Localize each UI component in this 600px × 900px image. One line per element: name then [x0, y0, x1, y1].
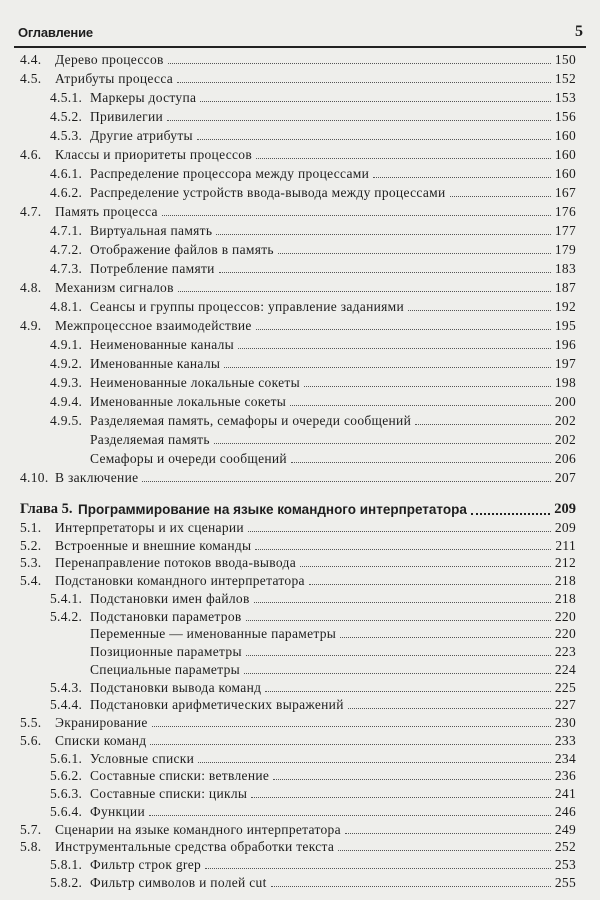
toc-entry-page: 253: [554, 857, 576, 872]
toc-entry-page: 195: [554, 318, 576, 333]
toc-leader-dots: [304, 386, 551, 387]
toc-entry-page: 187: [554, 280, 576, 295]
toc-entry-title: Подстановки параметров: [90, 609, 242, 624]
toc-row: [0, 411, 600, 430]
toc-entry-title: Списки команд: [55, 733, 147, 748]
toc-leader-dots: [271, 886, 551, 887]
toc-entry-page: 150: [554, 52, 576, 67]
toc-entry-number: 4.10.: [20, 470, 49, 485]
toc-entry-page: 252: [554, 839, 576, 854]
toc-entry-number: 4.6.: [20, 147, 42, 162]
toc-leader-dots: [198, 762, 551, 763]
toc-leader-dots: [291, 462, 551, 463]
toc-entry-title: Составные списки: циклы: [90, 786, 248, 801]
toc-entry-number: 4.7.2.: [50, 242, 83, 257]
toc-leader-dots: [265, 691, 551, 692]
toc-leader-dots: [340, 637, 551, 638]
toc-leader-dots: [251, 797, 551, 798]
toc-entry-number: 5.4.4.: [50, 697, 83, 712]
toc-leader-dots: [309, 584, 551, 585]
toc-leader-dots: [150, 744, 551, 745]
toc-entry-page: 156: [554, 109, 576, 124]
toc-entry-page: 192: [554, 299, 576, 314]
toc-entry-page: 223: [554, 644, 576, 659]
toc-row: [0, 126, 600, 145]
toc-entry-title: Отображение файлов в память: [90, 242, 274, 257]
toc-entry-title: Семафоры и очереди сообщений: [90, 451, 287, 466]
toc-row: [0, 335, 600, 354]
toc-entry-number: 4.8.1.: [50, 299, 83, 314]
toc-row: [0, 164, 600, 183]
toc-row: [0, 297, 600, 316]
toc-entry-title: Привилегии: [90, 109, 164, 124]
toc-entry-number: 5.8.1.: [50, 857, 83, 872]
toc-entry-title: Дерево процессов: [55, 52, 164, 67]
toc-row: [0, 50, 600, 69]
toc-entry-page: 152: [554, 71, 576, 86]
toc-entry-page: 200: [554, 394, 576, 409]
toc-leader-dots: [216, 234, 551, 235]
toc-entry-number: 4.9.5.: [50, 413, 83, 428]
toc-entry-number: 4.5.2.: [50, 109, 83, 124]
toc-entry-title: Неименованные локальные сокеты: [90, 375, 300, 390]
toc-entry-title: Маркеры доступа: [90, 90, 197, 105]
toc-row: [0, 183, 600, 202]
toc-entry-page: 160: [554, 166, 576, 181]
toc-entry-title: Сеансы и группы процессов: управление заданиями: [90, 299, 405, 314]
toc-entry-title: Атрибуты процесса: [55, 71, 174, 86]
toc-row: [0, 468, 600, 487]
toc-entry-title: Другие атрибуты: [90, 128, 193, 143]
toc-entry-page: 177: [554, 223, 576, 238]
toc-leader-dots: [246, 655, 551, 656]
toc-entry-page: 206: [554, 451, 576, 466]
toc-row: [0, 873, 600, 892]
toc-leader-dots: [219, 272, 551, 273]
toc-leader-dots: [142, 481, 551, 482]
toc-leader-dots: [273, 779, 551, 780]
toc-entry-number: 5.6.3.: [50, 786, 83, 801]
toc-entry-title: В заключение: [55, 470, 139, 485]
toc-entry-number: 4.9.3.: [50, 375, 83, 390]
toc-entry-page: 202: [554, 432, 576, 447]
toc-entry-number: 5.8.: [20, 839, 42, 854]
toc-chapter-row: [0, 500, 600, 519]
toc-entry-page: 153: [554, 90, 576, 105]
toc-leader-dots: [471, 513, 550, 515]
toc-row: [0, 278, 600, 297]
toc-entry-page: 167: [554, 185, 576, 200]
toc-entry-page: 249: [554, 822, 576, 837]
toc-entry-title: Разделяемая память, семафоры и очереди сообщений: [90, 413, 412, 428]
toc-entry-page: 218: [554, 573, 576, 588]
toc-entry-number: 4.5.3.: [50, 128, 83, 143]
toc-entry-page: 209: [554, 501, 576, 517]
toc-entry-title: Подстановки имен файлов: [90, 591, 250, 606]
toc-leader-dots: [408, 310, 551, 311]
toc-entry-number: 5.6.4.: [50, 804, 83, 819]
toc-entry-title: Составные списки: ветвление: [90, 768, 270, 783]
toc-entry-title: Интерпретаторы и их сценарии: [55, 520, 244, 535]
toc-leader-dots: [152, 726, 551, 727]
toc-entry-number: 4.7.3.: [50, 261, 83, 276]
toc-entry-page: 241: [554, 786, 576, 801]
toc-row: [0, 240, 600, 259]
toc-entry-title: Подстановки вывода команд: [90, 680, 262, 695]
toc-entry-number: 4.9.1.: [50, 337, 83, 352]
toc-entry-number: 4.9.4.: [50, 394, 83, 409]
toc-entry-title: Условные списки: [90, 751, 195, 766]
toc-row: [0, 316, 600, 335]
toc-row: [0, 660, 600, 679]
toc-entry-page: 211: [555, 538, 576, 553]
toc-entry-page: 220: [554, 626, 576, 641]
toc-row: [0, 766, 600, 785]
toc-entry-number: 4.8.: [20, 280, 42, 295]
toc-leader-dots: [205, 868, 551, 869]
toc-entry-title: Именованные каналы: [90, 356, 221, 371]
toc-leader-dots: [197, 139, 551, 140]
toc-entry-page: 220: [554, 609, 576, 624]
toc-leader-dots: [415, 424, 551, 425]
toc-leader-dots: [246, 620, 551, 621]
toc-entry-number: 5.8.2.: [50, 875, 83, 890]
toc-entry-number: Глава 5.: [20, 501, 73, 517]
toc-entry-title: Память процесса: [55, 204, 158, 219]
toc-entry-title: Позиционные параметры: [90, 644, 242, 659]
toc-entry-title: Специальные параметры: [90, 662, 241, 677]
toc-entry-page: 198: [554, 375, 576, 390]
toc-entry-title: Именованные локальные сокеты: [90, 394, 287, 409]
toc-entry-title: Перенаправление потоков ввода-вывода: [55, 555, 296, 570]
toc-row: [0, 571, 600, 590]
toc-entry-title: Межпроцессное взаимодействие: [55, 318, 252, 333]
toc-entry-number: 5.4.: [20, 573, 42, 588]
toc-leader-dots: [168, 63, 551, 64]
toc-entry-page: 234: [554, 751, 576, 766]
toc-row: [0, 107, 600, 126]
toc-entry-page: 160: [554, 147, 576, 162]
toc-entry-title: Фильтр строк grep: [90, 857, 202, 872]
toc-entry-page: 207: [554, 470, 576, 485]
toc-entry-page: 233: [554, 733, 576, 748]
toc-entry-number: 5.6.: [20, 733, 42, 748]
toc-entry-title: Подстановки арифметических выражений: [90, 697, 344, 712]
toc-entry-page: 160: [554, 128, 576, 143]
toc-entry-number: 4.4.: [20, 52, 42, 67]
toc-leader-dots: [177, 82, 551, 83]
toc-entry-page: 197: [554, 356, 576, 371]
toc-entry-title: Подстановки командного интерпретатора: [55, 573, 305, 588]
toc-row: [0, 430, 600, 449]
toc-entry-number: 4.9.: [20, 318, 42, 333]
toc-entry-page: 176: [554, 204, 576, 219]
toc-row: [0, 553, 600, 572]
toc-leader-dots: [300, 566, 551, 567]
toc-row: [0, 589, 600, 608]
toc-entry-page: 227: [554, 697, 576, 712]
toc-leader-dots: [167, 120, 551, 121]
toc-leader-dots: [373, 177, 551, 178]
toc-row: [0, 373, 600, 392]
toc-leader-dots: [278, 253, 551, 254]
toc-entry-page: 236: [554, 768, 576, 783]
toc-leader-dots: [224, 367, 551, 368]
toc-entry-page: 246: [554, 804, 576, 819]
toc-entry-number: 4.5.: [20, 71, 42, 86]
header-title: Оглавление: [18, 25, 93, 40]
toc-entry-number: 5.2.: [20, 538, 42, 553]
toc-entry-title: Распределение процессора между процессами: [90, 166, 370, 181]
toc-entry-number: 5.4.1.: [50, 591, 83, 606]
toc-entry-page: 255: [554, 875, 576, 890]
toc-entry-number: 4.9.2.: [50, 356, 83, 371]
toc-entry-title: Инструментальные средства обработки текста: [55, 839, 335, 854]
toc-leader-dots: [200, 101, 551, 102]
toc-row: [0, 802, 600, 821]
toc-entry-page: 218: [554, 591, 576, 606]
toc-entry-title: Функции: [90, 804, 145, 819]
toc-row: [0, 784, 600, 803]
header-page-number: 5: [575, 23, 583, 40]
toc-entry-number: 5.7.: [20, 822, 42, 837]
toc-leader-dots: [256, 329, 551, 330]
toc-row: [0, 624, 600, 643]
toc-leader-dots: [244, 673, 551, 674]
toc-entry-page: 196: [554, 337, 576, 352]
toc-entry-title: Разделяемая память: [90, 432, 210, 447]
toc-entry-page: 202: [554, 413, 576, 428]
toc-entry-page: 183: [554, 261, 576, 276]
toc-entry-number: 5.3.: [20, 555, 42, 570]
toc-leader-dots: [345, 833, 551, 834]
toc-entry-number: 4.6.2.: [50, 185, 83, 200]
toc-leader-dots: [255, 549, 551, 550]
toc-leader-dots: [348, 708, 551, 709]
toc-entry-number: 5.6.1.: [50, 751, 83, 766]
toc-row: [0, 713, 600, 732]
toc-entry-number: 4.6.1.: [50, 166, 83, 181]
toc-entry-page: 179: [554, 242, 576, 257]
toc-entry-number: 5.6.2.: [50, 768, 83, 783]
toc-leader-dots: [450, 196, 552, 197]
toc-row: [0, 518, 600, 537]
toc-entry-title: Распределение устройств ввода-вывода между процессами: [90, 185, 446, 200]
toc-leader-dots: [162, 215, 551, 216]
toc-row: [0, 202, 600, 221]
toc-entry-title: Неименованные каналы: [90, 337, 235, 352]
toc-entry-title: Сценарии на языке командного интерпретатора: [55, 822, 341, 837]
toc-leader-dots: [178, 291, 551, 292]
toc-row: [0, 69, 600, 88]
toc-entry-title: Встроенные и внешние команды: [55, 538, 252, 553]
toc-leader-dots: [290, 405, 551, 406]
toc-entry-number: 5.4.2.: [50, 609, 83, 624]
toc-row: [0, 392, 600, 411]
toc-row: [0, 731, 600, 750]
toc-entry-page: 212: [554, 555, 576, 570]
toc-row: [0, 221, 600, 240]
toc-row: [0, 837, 600, 856]
toc-row: [0, 695, 600, 714]
toc-row: [0, 88, 600, 107]
toc-row: [0, 642, 600, 661]
toc-entry-title: Классы и приоритеты процессов: [55, 147, 253, 162]
toc-entry-number: 5.1.: [20, 520, 42, 535]
toc-entry-number: 4.7.1.: [50, 223, 83, 238]
toc-leader-dots: [248, 531, 551, 532]
toc-entry-page: 230: [554, 715, 576, 730]
toc-entry-title: Программирование на языке командного интерпретатора: [78, 502, 467, 517]
toc-entry-title: Потребление памяти: [90, 261, 215, 276]
toc-row: [0, 145, 600, 164]
toc-entry-title: Виртуальная память: [90, 223, 213, 238]
toc-row: [0, 449, 600, 468]
toc-entry-number: 4.5.1.: [50, 90, 83, 105]
toc-leader-dots: [214, 443, 551, 444]
toc-leader-dots: [338, 850, 551, 851]
toc-entry-title: Фильтр символов и полей cut: [90, 875, 267, 890]
toc-leader-dots: [254, 602, 551, 603]
toc-entry-title: Переменные — именованные параметры: [90, 626, 337, 641]
toc-entry-title: Экранирование: [55, 715, 148, 730]
toc-entry-number: 5.5.: [20, 715, 42, 730]
toc-leader-dots: [238, 348, 551, 349]
toc-row: [0, 259, 600, 278]
toc-leader-dots: [149, 815, 551, 816]
toc-entry-title: Механизм сигналов: [55, 280, 174, 295]
toc-row: [0, 354, 600, 373]
toc-entry-number: 5.4.3.: [50, 680, 83, 695]
toc-row: [0, 855, 600, 874]
toc-entry-page: 225: [554, 680, 576, 695]
toc-entry-page: 224: [554, 662, 576, 677]
toc-entry-page: 209: [554, 520, 576, 535]
toc-entry-number: 4.7.: [20, 204, 42, 219]
toc-leader-dots: [256, 158, 551, 159]
